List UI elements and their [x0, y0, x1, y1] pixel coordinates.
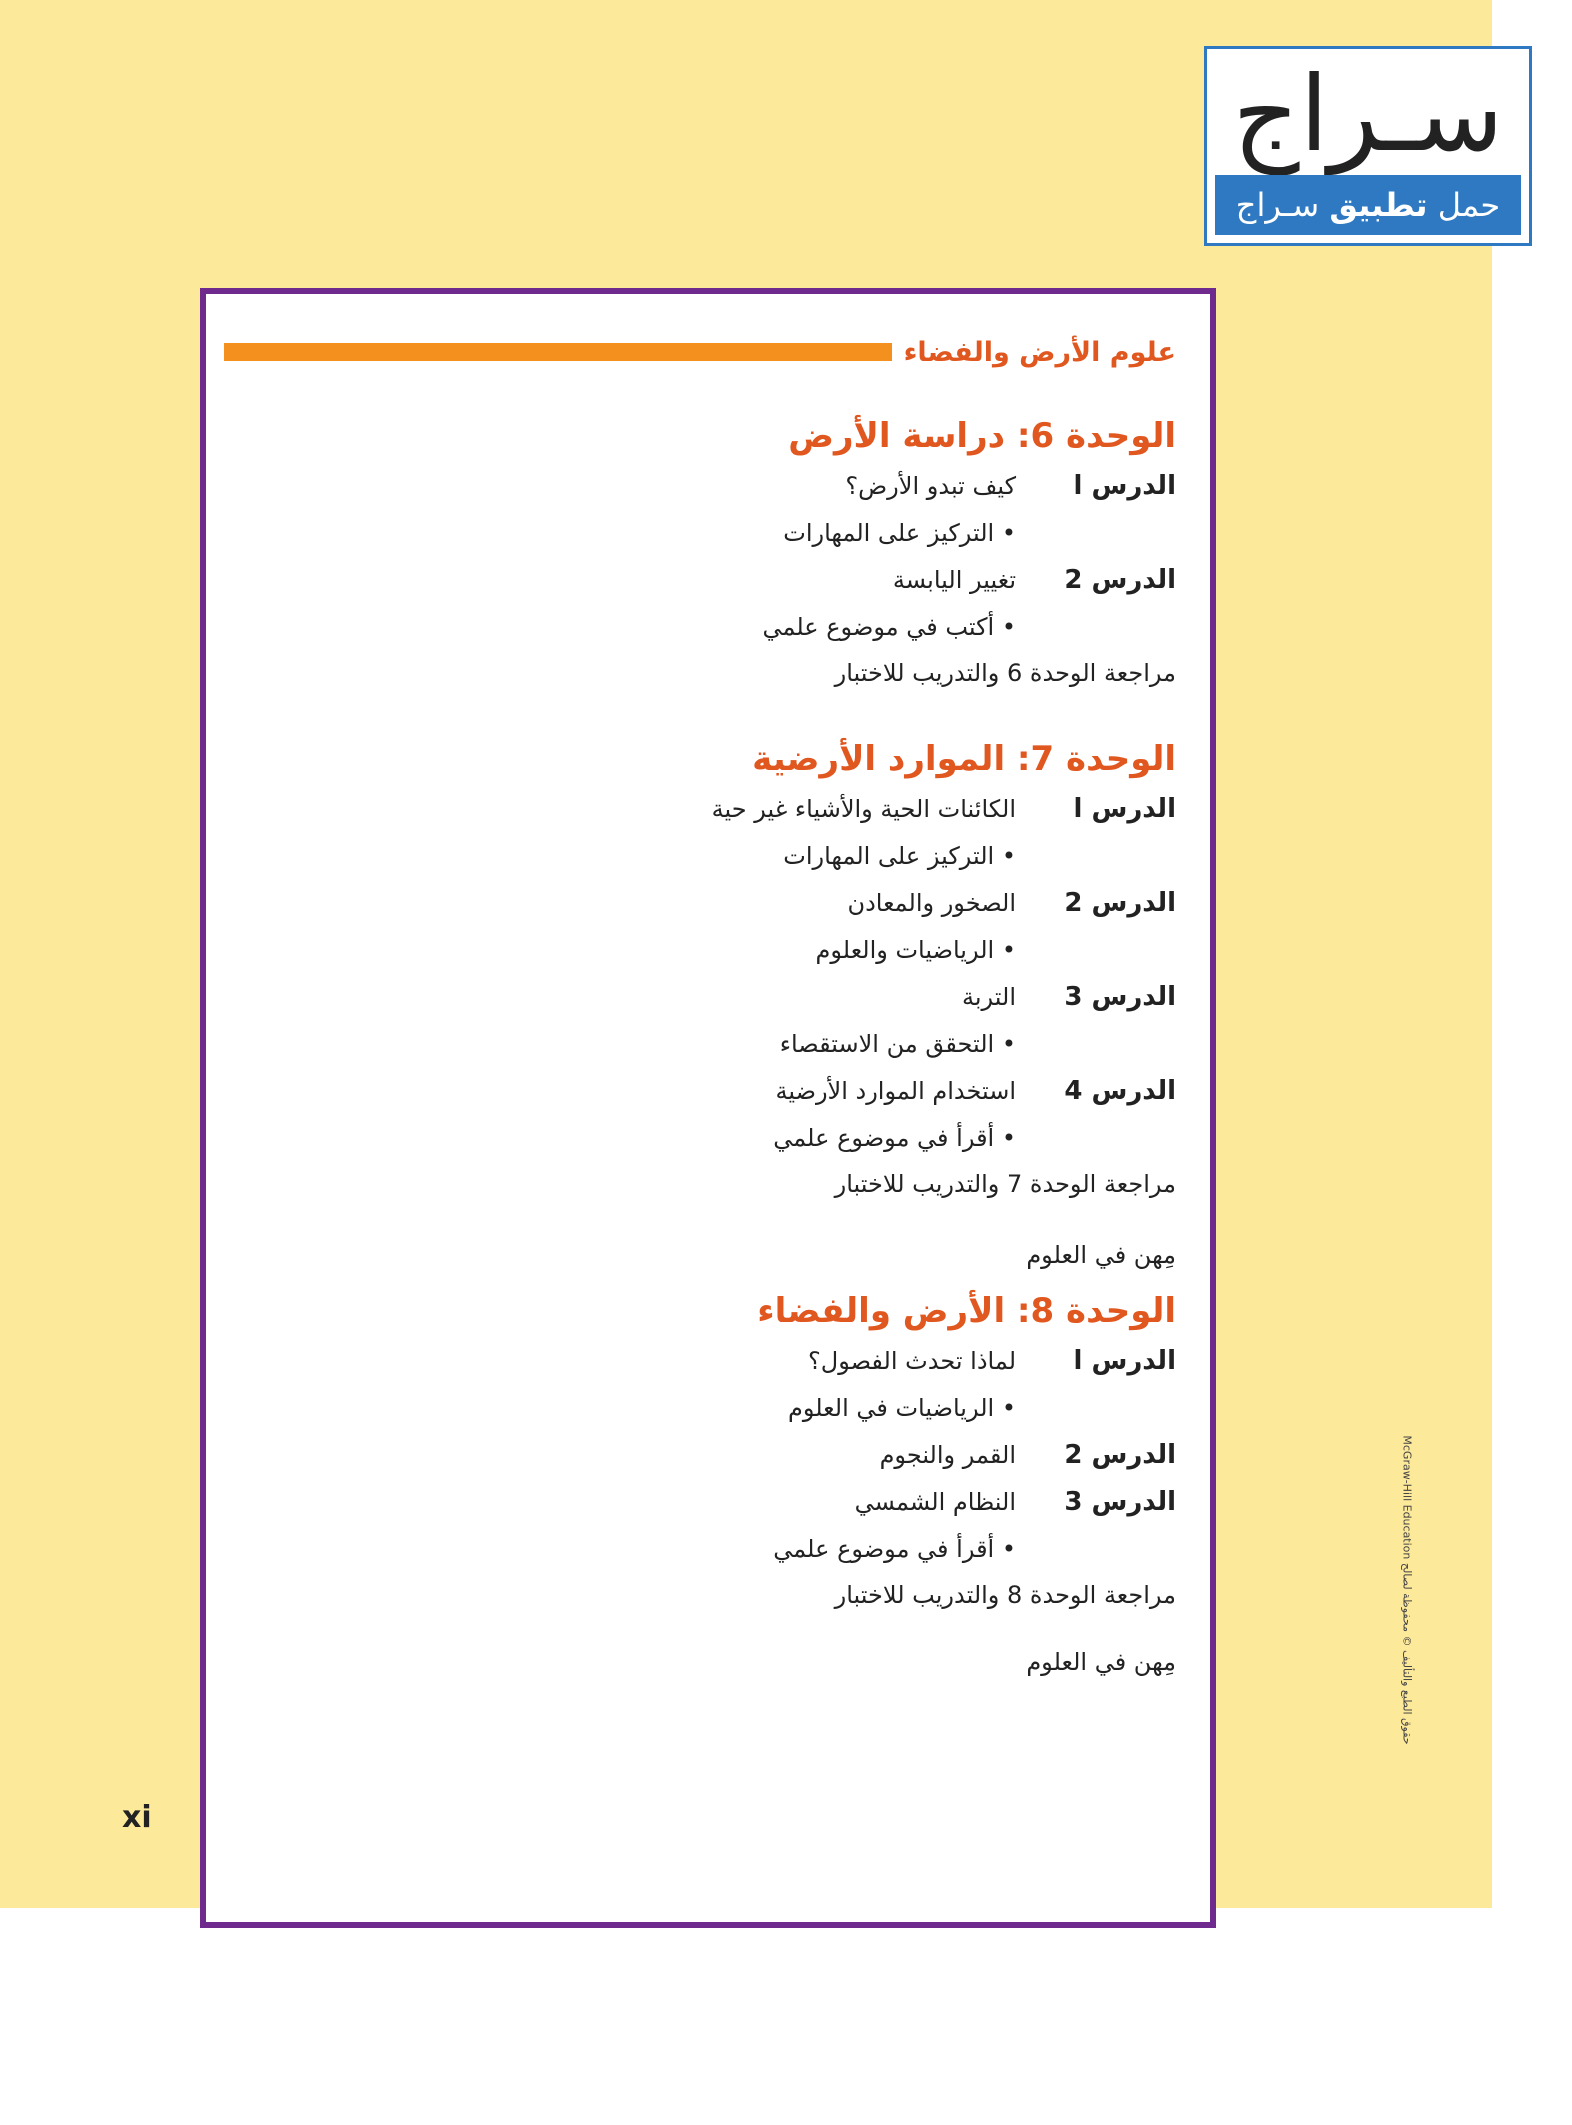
- unit-6: [276, 414, 1176, 697]
- careers-in-science[interactable]: مِهن في العلوم: [1026, 1648, 1176, 1676]
- lesson-number: الدرس ا: [1073, 793, 1176, 824]
- feature-item[interactable]: • الرياضيات في العلوم: [787, 1393, 1016, 1422]
- lesson-title: استخدام الموارد الأرضية: [775, 1076, 1016, 1105]
- feature-item[interactable]: • أكتب في موضوع علمي: [762, 612, 1016, 641]
- spacer: [276, 697, 1176, 737]
- lesson-number: الدرس 3: [1064, 1486, 1176, 1517]
- lesson-row[interactable]: [276, 1337, 1176, 1384]
- lesson-row[interactable]: [276, 462, 1176, 509]
- lesson-number: الدرس ا: [1073, 470, 1176, 501]
- lesson-title: تغيير اليابسة: [892, 565, 1016, 594]
- lesson-number: الدرس 2: [1064, 1439, 1176, 1470]
- lesson-title: كيف تبدو الأرض؟: [845, 471, 1016, 500]
- section-header: [224, 330, 1176, 374]
- unit-title[interactable]: الوحدة 6: دراسة الأرض: [788, 416, 1176, 456]
- siraj-logo[interactable]: [1204, 46, 1532, 246]
- spacer: [276, 1208, 1176, 1232]
- lesson-row[interactable]: [276, 556, 1176, 603]
- logo-band-suffix: سـراج: [1235, 186, 1320, 224]
- unit-review[interactable]: مراجعة الوحدة 6 والتدريب للاختبار: [834, 659, 1176, 687]
- lesson-row[interactable]: [276, 785, 1176, 832]
- careers-in-science[interactable]: مِهن في العلوم: [1026, 1241, 1176, 1269]
- lesson-number: الدرس 4: [1064, 1075, 1176, 1106]
- lesson-row[interactable]: [276, 1067, 1176, 1114]
- copyright-credit: [1400, 1370, 1414, 1810]
- spacer: [276, 1619, 1176, 1639]
- page-number: xi: [122, 1800, 152, 1835]
- section-divider-bar: [224, 343, 892, 361]
- lesson-row[interactable]: [276, 1478, 1176, 1525]
- unit-review[interactable]: مراجعة الوحدة 8 والتدريب للاختبار: [834, 1581, 1176, 1609]
- lesson-title: الكائنات الحية والأشياء غير حية: [711, 794, 1016, 823]
- feature-item[interactable]: • التركيز على المهارات: [783, 518, 1016, 547]
- logo-band-bold: تطبيق: [1329, 186, 1428, 224]
- lesson-title: القمر والنجوم: [879, 1440, 1016, 1469]
- feature-item[interactable]: • الرياضيات والعلوم: [815, 935, 1016, 964]
- logo-band-prefix: حمل: [1437, 186, 1501, 224]
- lesson-row[interactable]: [276, 879, 1176, 926]
- lesson-number: الدرس 3: [1064, 981, 1176, 1012]
- logo-download-band[interactable]: [1215, 175, 1521, 235]
- lesson-number: الدرس 2: [1064, 887, 1176, 918]
- table-of-contents: [276, 414, 1176, 1686]
- feature-item[interactable]: • التحقق من الاستقصاء: [779, 1029, 1016, 1058]
- lesson-title: النظام الشمسي: [854, 1487, 1016, 1516]
- toc-panel: [200, 288, 1216, 1928]
- lesson-number: الدرس ا: [1073, 1345, 1176, 1376]
- unit-title[interactable]: الوحدة 8: الأرض والفضاء: [757, 1291, 1176, 1331]
- unit-review[interactable]: مراجعة الوحدة 7 والتدريب للاختبار: [834, 1170, 1176, 1198]
- lesson-title: لماذا تحدث الفصول؟: [808, 1346, 1016, 1375]
- feature-item[interactable]: • أقرأ في موضوع علمي: [773, 1123, 1016, 1152]
- lesson-number: الدرس 2: [1064, 564, 1176, 595]
- lesson-title: التربة: [961, 982, 1016, 1011]
- unit-title[interactable]: الوحدة 7: الموارد الأرضية: [752, 739, 1176, 779]
- logo-wordmark: سـراج: [1232, 53, 1504, 175]
- unit-7: [276, 737, 1176, 1279]
- lesson-title: الصخور والمعادن: [847, 888, 1016, 917]
- copyright-text: McGraw-Hill Education حقوق الطبع والتأليف © محفوظة لصالح: [1400, 1435, 1414, 1745]
- feature-item[interactable]: • التركيز على المهارات: [783, 841, 1016, 870]
- lesson-row[interactable]: [276, 1431, 1176, 1478]
- lesson-row[interactable]: [276, 973, 1176, 1020]
- section-title: علوم الأرض والفضاء: [903, 336, 1176, 368]
- feature-item[interactable]: • أقرأ في موضوع علمي: [773, 1534, 1016, 1563]
- unit-8: [276, 1289, 1176, 1686]
- spacer: [276, 1279, 1176, 1289]
